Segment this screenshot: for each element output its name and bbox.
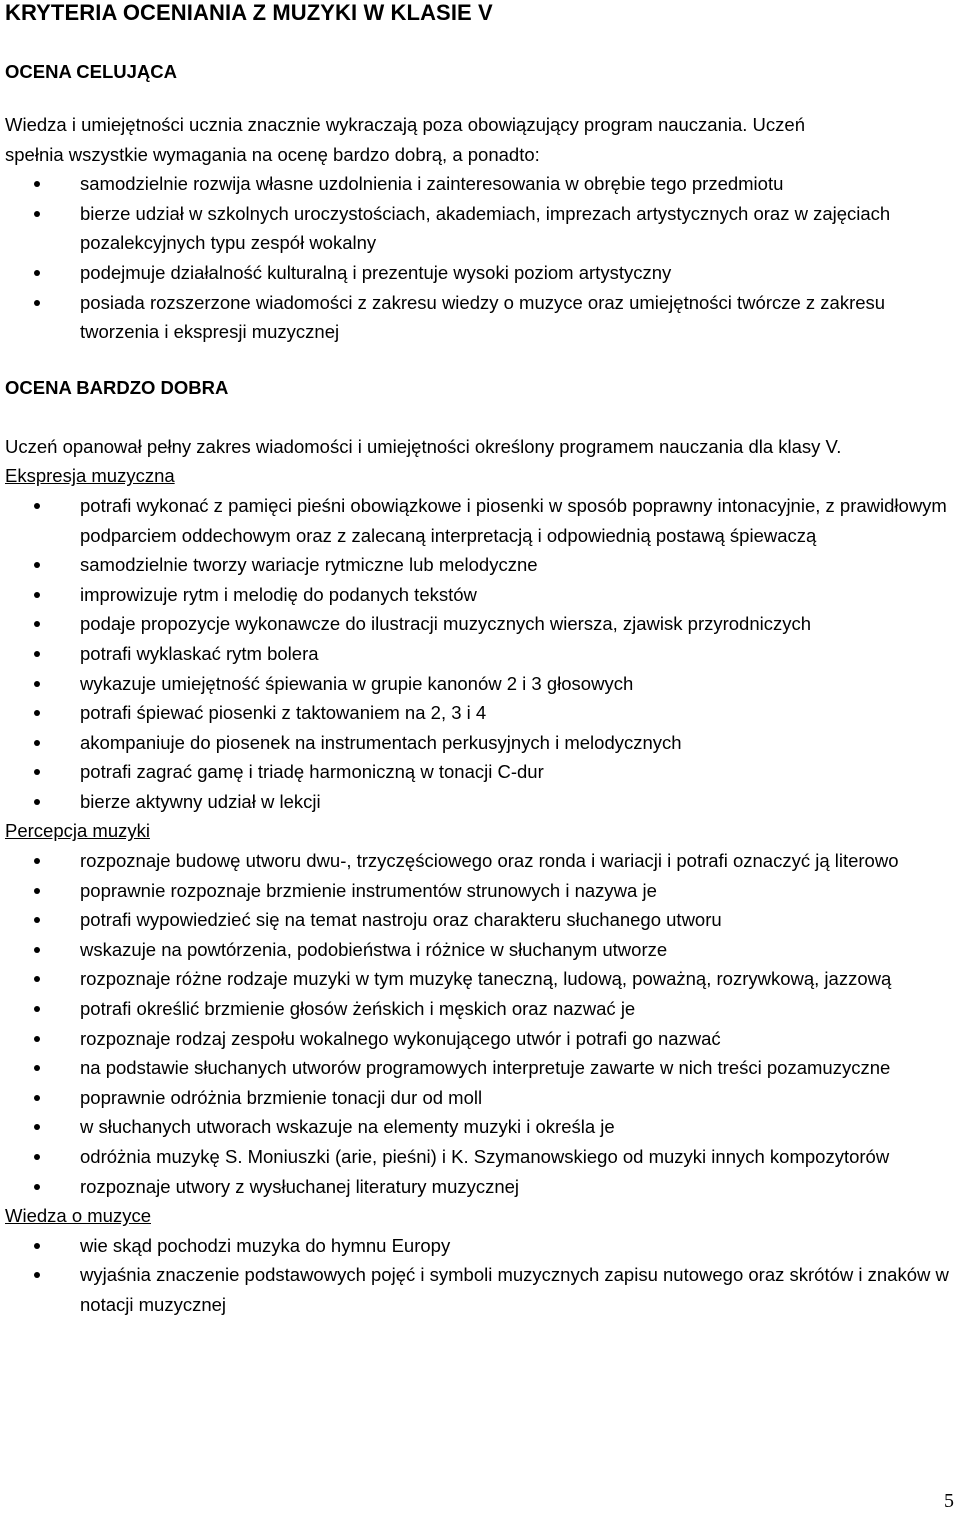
list-item-text: potrafi określić brzmienie głosów żeńskich i męskich oraz nazwać je	[80, 998, 636, 1020]
bullet-icon	[34, 1243, 40, 1249]
list-item	[5, 491, 960, 550]
bullet-icon	[34, 1154, 40, 1160]
list-item	[5, 935, 960, 965]
list-item	[5, 669, 960, 699]
bullet-icon	[34, 1036, 40, 1042]
list-item-text: samodzielnie rozwija własne uzdolnienia i zainteresowania w obrębie tego przedmiotu	[80, 173, 784, 195]
list-item-text: rozpoznaje budowę utworu dwu-, trzyczęściowego oraz ronda i wariacji i potrafi oznaczyć ją literowo	[80, 850, 899, 872]
bullet-icon	[34, 562, 40, 568]
bullet-icon	[34, 799, 40, 805]
list-item	[5, 1053, 960, 1083]
list-item-text: samodzielnie tworzy wariacje rytmiczne lub melodyczne	[80, 554, 538, 576]
list-item-text: odróżnia muzykę S. Moniuszki (arie, pieśni) i K. Szymanowskiego od muzyki innych kompozytorów	[80, 1146, 890, 1167]
bullet-icon	[34, 769, 40, 775]
section-label-wiedza: Wiedza o muzyce	[5, 1205, 151, 1227]
celujaca-intro	[5, 110, 960, 169]
list-item-text: na podstawie słuchanych utworów programowych interpretuje zawarte w nich treści pozamuzyczne	[80, 1057, 891, 1079]
bullet-icon	[34, 503, 40, 509]
list-item-text: wie skąd pochodzi muzyka do hymnu Europy	[80, 1234, 451, 1256]
list-item	[5, 846, 960, 876]
bullet-icon	[34, 976, 40, 982]
list-item	[5, 728, 960, 758]
list-item	[5, 994, 960, 1024]
list-item	[5, 580, 960, 610]
bullet-icon	[34, 1184, 40, 1190]
bullet-icon	[34, 858, 40, 864]
list-item	[5, 757, 960, 787]
page-number: 5	[944, 1490, 954, 1512]
percepcja-list	[5, 846, 960, 1201]
list-item-text: wyjaśnia znaczenie podstawowych pojęć i symboli muzycznych zapisu nutowego oraz skrótów i znaków w notacji muzycznej	[80, 1264, 949, 1315]
list-item-text: akompaniuje do piosenek na instrumentach perkusyjnych i melodycznych	[80, 731, 682, 753]
document-page	[5, 0, 960, 1320]
list-item	[5, 876, 960, 906]
list-item-text: bierze aktywny udział w lekcji	[80, 790, 321, 812]
list-item-text: poprawnie rozpoznaje brzmienie instrumentów strunowych i nazywa je	[80, 879, 657, 901]
list-item	[5, 964, 960, 994]
bullet-icon	[34, 740, 40, 746]
bullet-icon	[34, 1272, 40, 1278]
list-item	[5, 1172, 960, 1202]
bullet-icon	[34, 592, 40, 598]
celujaca-intro-line-2: spełnia wszystkie wymagania na ocenę bardzo dobrą, a ponadto:	[5, 143, 540, 165]
list-item	[5, 169, 960, 199]
list-item	[5, 698, 960, 728]
list-item-text: wykazuje umiejętność śpiewania w grupie kanonów 2 i 3 głosowych	[80, 672, 634, 694]
list-item	[5, 1112, 960, 1142]
list-item	[5, 1231, 960, 1261]
list-item-text: podaje propozycje wykonawcze do ilustracji muzycznych wiersza, zjawisk przyrodniczych	[80, 613, 812, 635]
list-item	[5, 787, 960, 817]
list-item	[5, 288, 960, 347]
bullet-icon	[34, 181, 40, 187]
bullet-icon	[34, 270, 40, 276]
list-item	[5, 1083, 960, 1113]
bullet-icon	[34, 211, 40, 217]
bullet-icon	[34, 621, 40, 627]
wiedza-list	[5, 1231, 960, 1320]
heading-ocena-celujaca: OCENA CELUJĄCA	[5, 61, 177, 82]
celujaca-intro-line-1: Wiedza i umiejętności ucznia znacznie wykraczają poza obowiązujący program nauczania. Uczeń	[5, 114, 805, 135]
list-item-text: potrafi wypowiedzieć się na temat nastroju oraz charakteru słuchanego utworu	[80, 909, 722, 931]
list-item	[5, 905, 960, 935]
list-item	[5, 1142, 960, 1172]
document-title: KRYTERIA OCENIANIA Z MUZYKI W KLASIE V	[5, 0, 493, 25]
list-item-text: bierze udział w szkolnych uroczystościach, akademiach, imprezach artystycznych oraz w zajęciach pozalekcyjnych typu zespół wokalny	[80, 202, 891, 254]
list-item	[5, 609, 960, 639]
section-label-ekspresja: Ekspresja muzyczna	[5, 465, 175, 487]
bullet-icon	[34, 1124, 40, 1130]
list-item-text: rozpoznaje rodzaj zespołu wokalnego wykonującego utwór i potrafi go nazwać	[80, 1027, 721, 1049]
list-item-text: potrafi zagrać gamę i triadę harmoniczną w tonacji C-dur	[80, 761, 544, 783]
list-item-text: wskazuje na powtórzenia, podobieństwa i różnice w słuchanym utworze	[80, 938, 668, 960]
list-item-text: poprawnie odróżnia brzmienie tonacji dur od moll	[80, 1086, 483, 1108]
list-item-text: potrafi wykonać z pamięci pieśni obowiązkowe i piosenki w sposób poprawny intonacyjnie, z prawidłowym podparciem oddechowym oraz z zalecaną interpretacją i odpowiednią postawą śpiewaczą	[80, 494, 947, 546]
list-item-text: rozpoznaje różne rodzaje muzyki w tym muzykę taneczną, ludową, poważną, rozrywkową, jazzową	[80, 968, 892, 990]
list-item	[5, 199, 960, 258]
celujaca-list	[5, 169, 960, 347]
list-item	[5, 639, 960, 669]
bullet-icon	[34, 681, 40, 687]
bullet-icon	[34, 710, 40, 716]
list-item-text: rozpoznaje utwory z wysłuchanej literatury muzycznej	[80, 1175, 520, 1197]
bullet-icon	[34, 1095, 40, 1101]
bullet-icon	[34, 1065, 40, 1071]
section-label-percepcja: Percepcja muzyki	[5, 820, 150, 842]
list-item-text: improwizuje rytm i melodię do podanych tekstów	[80, 583, 477, 605]
bullet-icon	[34, 917, 40, 923]
list-item-text: potrafi wyklaskać rytm bolera	[80, 642, 319, 664]
bullet-icon	[34, 651, 40, 657]
list-item	[5, 550, 960, 580]
bullet-icon	[34, 947, 40, 953]
list-item	[5, 1260, 960, 1319]
bullet-icon	[34, 300, 40, 306]
list-item-text: w słuchanych utworach wskazuje na elementy muzyki i określa je	[80, 1116, 615, 1138]
bullet-icon	[34, 1006, 40, 1012]
bardzo-dobra-intro: Uczeń opanował pełny zakres wiadomości i umiejętności określony programem nauczania dla klasy V.	[5, 435, 842, 457]
heading-ocena-bardzo-dobra: OCENA BARDZO DOBRA	[5, 376, 229, 398]
list-item-text: podejmuje działalność kulturalną i prezentuje wysoki poziom artystyczny	[80, 261, 672, 283]
list-item	[5, 258, 960, 288]
bullet-icon	[34, 888, 40, 894]
list-item	[5, 1024, 960, 1054]
list-item-text: posiada rozszerzone wiadomości z zakresu wiedzy o muzyce oraz umiejętności twórcze z zakresu tworzenia i ekspresji muzycznej	[80, 291, 886, 343]
ekspresja-list	[5, 491, 960, 817]
list-item-text: potrafi śpiewać piosenki z taktowaniem na 2, 3 i 4	[80, 702, 487, 724]
